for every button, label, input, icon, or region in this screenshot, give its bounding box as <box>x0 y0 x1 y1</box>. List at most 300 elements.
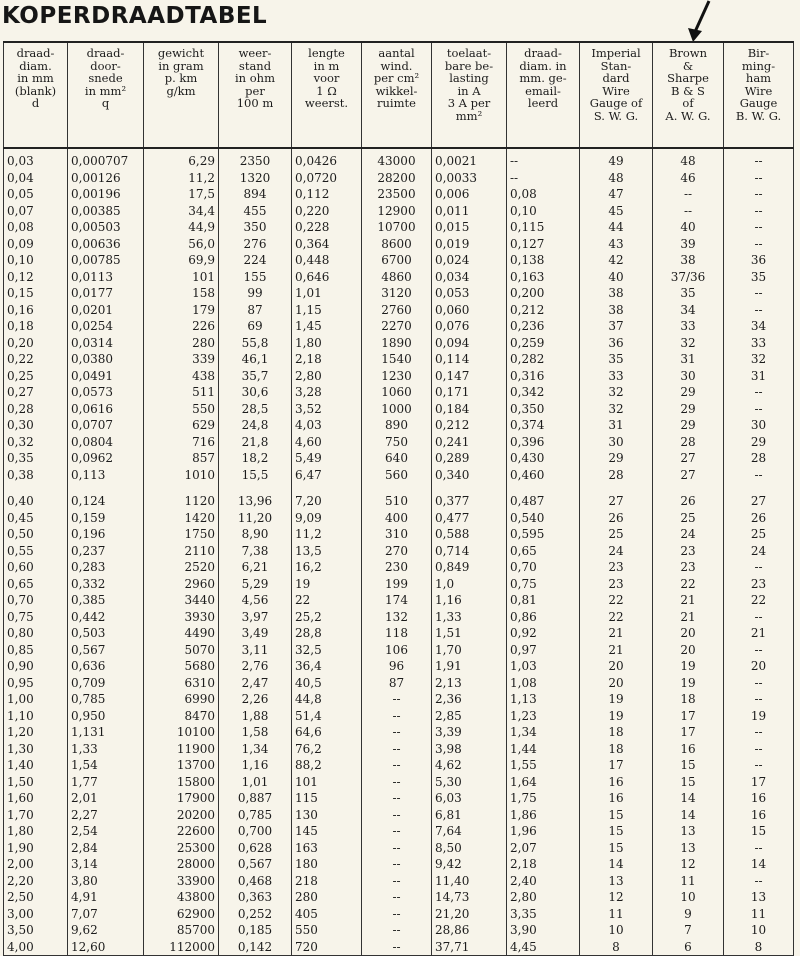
cell-len: 0,220 <box>292 203 362 220</box>
cell-awg: 27 <box>653 467 724 484</box>
cell-weight: 33900 <box>144 873 219 890</box>
cell-swg: 27 <box>580 483 653 510</box>
cell-res: 30,6 <box>219 384 292 401</box>
cell-diam: 0,90 <box>4 658 68 675</box>
table-row <box>4 757 794 774</box>
cell-awg: 24 <box>653 526 724 543</box>
cell-len: 130 <box>292 807 362 824</box>
cell-weight: 13700 <box>144 757 219 774</box>
cell-awg: 28 <box>653 434 724 451</box>
cell-len: 0,228 <box>292 219 362 236</box>
cell-wind: 310 <box>362 526 432 543</box>
cell-diam: 0,55 <box>4 543 68 560</box>
cell-load: 0,011 <box>432 203 507 220</box>
cell-wind: -- <box>362 741 432 758</box>
cell-diam: 0,50 <box>4 526 68 543</box>
cell-res: 2,76 <box>219 658 292 675</box>
cell-load: 6,81 <box>432 807 507 824</box>
cell-email: 1,23 <box>507 708 580 725</box>
cell-diam: 0,85 <box>4 642 68 659</box>
cell-diam: 1,40 <box>4 757 68 774</box>
cell-wind: 6700 <box>362 252 432 269</box>
copper-wire-table <box>3 41 794 956</box>
cell-swg: 20 <box>580 658 653 675</box>
cell-swg: 21 <box>580 625 653 642</box>
cell-load: 2,85 <box>432 708 507 725</box>
cell-res: 13,96 <box>219 483 292 510</box>
cell-bwg: -- <box>724 236 794 253</box>
cell-awg: 14 <box>653 807 724 824</box>
page-title: KOPERDRAADTABEL <box>2 3 268 29</box>
cell-diam: 0,32 <box>4 434 68 451</box>
cell-swg: 20 <box>580 675 653 692</box>
cell-wind: 1000 <box>362 401 432 418</box>
cell-weight: 69,9 <box>144 252 219 269</box>
cell-swg: 19 <box>580 691 653 708</box>
cell-email: 0,86 <box>507 609 580 626</box>
cell-bwg: 10 <box>724 922 794 939</box>
cell-email: 1,64 <box>507 774 580 791</box>
table-row <box>4 906 794 923</box>
cell-wind: -- <box>362 906 432 923</box>
cell-wind: 118 <box>362 625 432 642</box>
cell-awg: 16 <box>653 741 724 758</box>
cell-email: 0,396 <box>507 434 580 451</box>
cell-bwg: 26 <box>724 510 794 527</box>
cell-swg: 17 <box>580 757 653 774</box>
cell-area: 0,0573 <box>68 384 144 401</box>
cell-bwg: 11 <box>724 906 794 923</box>
cell-len: 405 <box>292 906 362 923</box>
cell-load: 1,70 <box>432 642 507 659</box>
cell-wind: 132 <box>362 609 432 626</box>
cell-diam: 0,12 <box>4 269 68 286</box>
cell-bwg: -- <box>724 203 794 220</box>
cell-wind: -- <box>362 757 432 774</box>
cell-len: 550 <box>292 922 362 939</box>
cell-load: 2,36 <box>432 691 507 708</box>
table-row <box>4 691 794 708</box>
cell-bwg: 29 <box>724 434 794 451</box>
cell-res: 8,90 <box>219 526 292 543</box>
cell-diam: 0,15 <box>4 285 68 302</box>
cell-email: 0,10 <box>507 203 580 220</box>
cell-load: 21,20 <box>432 906 507 923</box>
cell-area: 0,332 <box>68 576 144 593</box>
cell-awg: 18 <box>653 691 724 708</box>
cell-res: 1,16 <box>219 757 292 774</box>
cell-area: 2,54 <box>68 823 144 840</box>
cell-diam: 3,50 <box>4 922 68 939</box>
cell-email: 3,35 <box>507 906 580 923</box>
cell-swg: 44 <box>580 219 653 236</box>
cell-len: 40,5 <box>292 675 362 692</box>
cell-res: 3,49 <box>219 625 292 642</box>
cell-res: 6,21 <box>219 559 292 576</box>
cell-area: 2,01 <box>68 790 144 807</box>
cell-bwg: -- <box>724 467 794 484</box>
cell-swg: 36 <box>580 335 653 352</box>
cell-len: 1,45 <box>292 318 362 335</box>
cell-len: 9,09 <box>292 510 362 527</box>
cell-load: 0,0033 <box>432 170 507 187</box>
cell-weight: 3440 <box>144 592 219 609</box>
cell-load: 0,024 <box>432 252 507 269</box>
cell-weight: 716 <box>144 434 219 451</box>
cell-res: 3,97 <box>219 609 292 626</box>
cell-len: 28,8 <box>292 625 362 642</box>
cell-wind: 230 <box>362 559 432 576</box>
cell-res: 87 <box>219 302 292 319</box>
cell-len: 36,4 <box>292 658 362 675</box>
cell-wind: 10700 <box>362 219 432 236</box>
cell-res: 0,185 <box>219 922 292 939</box>
cell-res: 0,363 <box>219 889 292 906</box>
cell-awg: 25 <box>653 510 724 527</box>
cell-res: 0,252 <box>219 906 292 923</box>
cell-email: 0,350 <box>507 401 580 418</box>
cell-bwg: 15 <box>724 823 794 840</box>
cell-weight: 101 <box>144 269 219 286</box>
table-row <box>4 417 794 434</box>
cell-load: 6,03 <box>432 790 507 807</box>
cell-bwg: 21 <box>724 625 794 642</box>
cell-load: 3,98 <box>432 741 507 758</box>
cell-bwg: -- <box>724 757 794 774</box>
cell-len: 5,49 <box>292 450 362 467</box>
table-row <box>4 186 794 203</box>
cell-area: 0,636 <box>68 658 144 675</box>
cell-load: 0,006 <box>432 186 507 203</box>
cell-load: 1,51 <box>432 625 507 642</box>
cell-diam: 0,04 <box>4 170 68 187</box>
column-header-bwg: Bir- ming- ham Wire Gauge B. W. G. <box>724 42 794 148</box>
cell-area: 0,124 <box>68 483 144 510</box>
cell-swg: 18 <box>580 724 653 741</box>
cell-email: 2,80 <box>507 889 580 906</box>
cell-awg: 35 <box>653 285 724 302</box>
table-row <box>4 467 794 484</box>
cell-email: -- <box>507 170 580 187</box>
cell-area: 0,0201 <box>68 302 144 319</box>
cell-load: 1,91 <box>432 658 507 675</box>
table-row <box>4 384 794 401</box>
cell-area: 0,000707 <box>68 148 144 170</box>
cell-awg: 20 <box>653 625 724 642</box>
cell-swg: 8 <box>580 939 653 956</box>
cell-swg: 45 <box>580 203 653 220</box>
cell-len: 7,20 <box>292 483 362 510</box>
cell-bwg: -- <box>724 302 794 319</box>
cell-email: 0,200 <box>507 285 580 302</box>
cell-swg: 18 <box>580 741 653 758</box>
cell-bwg: -- <box>724 691 794 708</box>
cell-awg: 33 <box>653 318 724 335</box>
cell-diam: 0,70 <box>4 592 68 609</box>
cell-awg: 17 <box>653 708 724 725</box>
cell-wind: -- <box>362 889 432 906</box>
cell-len: 76,2 <box>292 741 362 758</box>
cell-awg: 19 <box>653 658 724 675</box>
cell-area: 1,131 <box>68 724 144 741</box>
cell-awg: -- <box>653 203 724 220</box>
cell-bwg: 35 <box>724 269 794 286</box>
cell-wind: 750 <box>362 434 432 451</box>
cell-wind: 96 <box>362 658 432 675</box>
cell-area: 0,00196 <box>68 186 144 203</box>
cell-swg: 24 <box>580 543 653 560</box>
cell-len: 2,80 <box>292 368 362 385</box>
table-row <box>4 148 794 170</box>
cell-load: 5,30 <box>432 774 507 791</box>
cell-diam: 0,18 <box>4 318 68 335</box>
cell-area: 3,80 <box>68 873 144 890</box>
cell-wind: -- <box>362 708 432 725</box>
cell-res: 0,628 <box>219 840 292 857</box>
cell-bwg: -- <box>724 840 794 857</box>
cell-bwg: -- <box>724 285 794 302</box>
cell-len: 720 <box>292 939 362 956</box>
cell-weight: 857 <box>144 450 219 467</box>
cell-len: 19 <box>292 576 362 593</box>
cell-res: 2,47 <box>219 675 292 692</box>
cell-weight: 56,0 <box>144 236 219 253</box>
cell-diam: 1,00 <box>4 691 68 708</box>
cell-diam: 0,25 <box>4 368 68 385</box>
cell-awg: 29 <box>653 401 724 418</box>
cell-swg: 10 <box>580 922 653 939</box>
cell-area: 0,00503 <box>68 219 144 236</box>
cell-weight: 179 <box>144 302 219 319</box>
cell-weight: 4490 <box>144 625 219 642</box>
cell-bwg: -- <box>724 642 794 659</box>
cell-diam: 0,05 <box>4 186 68 203</box>
cell-wind: 87 <box>362 675 432 692</box>
cell-bwg: -- <box>724 219 794 236</box>
cell-res: 18,2 <box>219 450 292 467</box>
cell-swg: 31 <box>580 417 653 434</box>
table-row <box>4 724 794 741</box>
table-row <box>4 873 794 890</box>
cell-weight: 44,9 <box>144 219 219 236</box>
cell-email: 4,45 <box>507 939 580 956</box>
table-row <box>4 401 794 418</box>
cell-weight: 2960 <box>144 576 219 593</box>
cell-wind: 2760 <box>362 302 432 319</box>
cell-len: 2,18 <box>292 351 362 368</box>
cell-bwg: 25 <box>724 526 794 543</box>
table-row <box>4 609 794 626</box>
cell-swg: 43 <box>580 236 653 253</box>
cell-awg: 15 <box>653 757 724 774</box>
cell-weight: 15800 <box>144 774 219 791</box>
cell-area: 7,07 <box>68 906 144 923</box>
cell-weight: 2520 <box>144 559 219 576</box>
cell-weight: 5070 <box>144 642 219 659</box>
cell-email: 0,08 <box>507 186 580 203</box>
table-row <box>4 708 794 725</box>
cell-area: 0,237 <box>68 543 144 560</box>
cell-bwg: 23 <box>724 576 794 593</box>
cell-load: 0,289 <box>432 450 507 467</box>
cell-res: 1,34 <box>219 741 292 758</box>
cell-weight: 28000 <box>144 856 219 873</box>
cell-swg: 32 <box>580 401 653 418</box>
cell-load: 0,714 <box>432 543 507 560</box>
cell-email: 0,374 <box>507 417 580 434</box>
cell-bwg: -- <box>724 675 794 692</box>
cell-swg: 21 <box>580 642 653 659</box>
cell-weight: 6990 <box>144 691 219 708</box>
cell-bwg: 33 <box>724 335 794 352</box>
cell-diam: 0,03 <box>4 148 68 170</box>
column-header-area: draad- door- snede in mm² q <box>68 42 144 148</box>
table-row <box>4 335 794 352</box>
cell-weight: 17900 <box>144 790 219 807</box>
cell-email: 1,55 <box>507 757 580 774</box>
cell-weight: 112000 <box>144 939 219 956</box>
cell-awg: 13 <box>653 840 724 857</box>
cell-load: 0,340 <box>432 467 507 484</box>
cell-load: 37,71 <box>432 939 507 956</box>
cell-area: 0,113 <box>68 467 144 484</box>
cell-swg: 16 <box>580 774 653 791</box>
column-header-diam: draad- diam. in mm (blank) d <box>4 42 68 148</box>
cell-weight: 158 <box>144 285 219 302</box>
cell-area: 0,0962 <box>68 450 144 467</box>
cell-diam: 0,22 <box>4 351 68 368</box>
cell-len: 163 <box>292 840 362 857</box>
cell-swg: 32 <box>580 384 653 401</box>
cell-area: 1,77 <box>68 774 144 791</box>
cell-res: 99 <box>219 285 292 302</box>
cell-wind: 560 <box>362 467 432 484</box>
cell-diam: 0,30 <box>4 417 68 434</box>
cell-area: 0,159 <box>68 510 144 527</box>
cell-area: 0,0380 <box>68 351 144 368</box>
cell-load: 8,50 <box>432 840 507 857</box>
cell-bwg: -- <box>724 609 794 626</box>
cell-wind: -- <box>362 856 432 873</box>
cell-diam: 1,50 <box>4 774 68 791</box>
cell-weight: 17,5 <box>144 186 219 203</box>
table-row <box>4 236 794 253</box>
table-row <box>4 285 794 302</box>
cell-swg: 23 <box>580 576 653 593</box>
cell-diam: 0,75 <box>4 609 68 626</box>
cell-wind: 23500 <box>362 186 432 203</box>
cell-awg: 23 <box>653 559 724 576</box>
cell-diam: 0,35 <box>4 450 68 467</box>
table-row <box>4 368 794 385</box>
cell-swg: 30 <box>580 434 653 451</box>
table-body <box>4 148 794 956</box>
cell-email: 0,81 <box>507 592 580 609</box>
cell-awg: 37/36 <box>653 269 724 286</box>
cell-wind: 4860 <box>362 269 432 286</box>
cell-area: 0,00385 <box>68 203 144 220</box>
cell-res: 7,38 <box>219 543 292 560</box>
cell-awg: 23 <box>653 543 724 560</box>
cell-len: 145 <box>292 823 362 840</box>
table-row <box>4 483 794 510</box>
cell-len: 64,6 <box>292 724 362 741</box>
cell-email: 2,40 <box>507 873 580 890</box>
cell-swg: 35 <box>580 351 653 368</box>
cell-diam: 0,10 <box>4 252 68 269</box>
cell-diam: 0,95 <box>4 675 68 692</box>
cell-res: 155 <box>219 269 292 286</box>
cell-diam: 0,16 <box>4 302 68 319</box>
cell-awg: 6 <box>653 939 724 956</box>
cell-email: 0,97 <box>507 642 580 659</box>
cell-res: 69 <box>219 318 292 335</box>
cell-area: 0,00785 <box>68 252 144 269</box>
column-header-wind: aantal wind. per cm² wikkel- ruimte <box>362 42 432 148</box>
table-row <box>4 219 794 236</box>
table-row <box>4 318 794 335</box>
cell-load: 0,241 <box>432 434 507 451</box>
cell-res: 1,01 <box>219 774 292 791</box>
cell-area: 4,91 <box>68 889 144 906</box>
cell-swg: 49 <box>580 148 653 170</box>
cell-weight: 1120 <box>144 483 219 510</box>
cell-awg: 14 <box>653 790 724 807</box>
cell-load: 0,053 <box>432 285 507 302</box>
cell-res: 4,56 <box>219 592 292 609</box>
cell-swg: 33 <box>580 368 653 385</box>
cell-weight: 43800 <box>144 889 219 906</box>
cell-load: 0,015 <box>432 219 507 236</box>
cell-email: 0,138 <box>507 252 580 269</box>
cell-email: 0,460 <box>507 467 580 484</box>
cell-weight: 8470 <box>144 708 219 725</box>
cell-diam: 0,40 <box>4 483 68 510</box>
cell-wind: -- <box>362 823 432 840</box>
cell-area: 9,62 <box>68 922 144 939</box>
cell-swg: 13 <box>580 873 653 890</box>
cell-area: 1,54 <box>68 757 144 774</box>
cell-weight: 1010 <box>144 467 219 484</box>
cell-wind: 2270 <box>362 318 432 335</box>
table-row <box>4 576 794 593</box>
cell-email: 0,540 <box>507 510 580 527</box>
cell-email: 0,282 <box>507 351 580 368</box>
cell-bwg: 13 <box>724 889 794 906</box>
cell-email: 0,75 <box>507 576 580 593</box>
cell-awg: 39 <box>653 236 724 253</box>
cell-swg: 42 <box>580 252 653 269</box>
cell-weight: 2110 <box>144 543 219 560</box>
cell-email: 0,430 <box>507 450 580 467</box>
cell-swg: 11 <box>580 906 653 923</box>
cell-wind: 199 <box>362 576 432 593</box>
table-row <box>4 840 794 857</box>
cell-swg: 48 <box>580 170 653 187</box>
cell-swg: 38 <box>580 302 653 319</box>
cell-len: 16,2 <box>292 559 362 576</box>
cell-bwg: 34 <box>724 318 794 335</box>
cell-diam: 0,27 <box>4 384 68 401</box>
cell-weight: 339 <box>144 351 219 368</box>
cell-swg: 15 <box>580 807 653 824</box>
cell-res: 11,20 <box>219 510 292 527</box>
cell-wind: 1230 <box>362 368 432 385</box>
cell-load: 0,060 <box>432 302 507 319</box>
table-row <box>4 790 794 807</box>
cell-swg: 15 <box>580 840 653 857</box>
cell-weight: 11,2 <box>144 170 219 187</box>
